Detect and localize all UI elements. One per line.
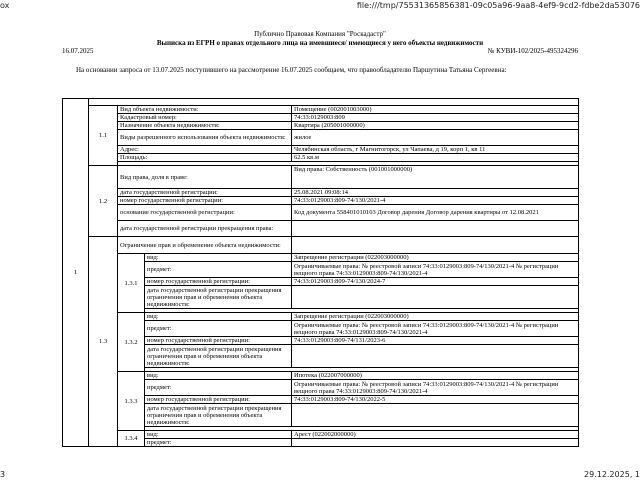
cell-label: дата государственной регистрации прекращения ограничения прав и обременения объекта недвижимости: (145, 286, 292, 309)
table-top-spacer (89, 99, 579, 106)
cell-label: предмет: (145, 380, 292, 396)
cell-value: 74:33:0129003:809 (292, 114, 579, 122)
basis-paragraph: На основании запроса от 13.07.2025 поступившего на рассмотрение 16.07.2025 сообщаем, что правообладателю Паршутина Татьяна Сергеевна: (76, 66, 507, 74)
table-row (63, 166, 579, 189)
row-number-1-3-1: 1.3.1 (118, 254, 145, 313)
cell-label: предмет: (145, 321, 292, 337)
document-title: Выписка из ЕГРН о правах отдельного лица на имевшиеся/ имеющиеся у него объекты недвижимости (156, 39, 484, 47)
cell-label: Кадастровый номер: (118, 114, 292, 122)
document-number: № КУВИ-102/2025-495324296 (487, 47, 578, 55)
cell-value: Вид права: Собственность (001001000000) (292, 166, 579, 189)
cell-value (292, 404, 579, 427)
browser-url: file:///tmp/75531365856381-09c05a96-9aa8-4ef9-9cd2-fdbe2da53076 (356, 1, 640, 10)
cell-label: номер государственной регистрации: (145, 337, 292, 345)
table-row (63, 114, 579, 122)
row-number-1: 1 (63, 99, 89, 447)
row-number-1-3-4: 1.3.4 (118, 431, 145, 447)
browser-footer (0, 468, 640, 480)
cell-label: предмет: (145, 439, 292, 447)
cell-label: Площадь: (118, 154, 292, 162)
cell-label: Назначение объекта недвижимости: (118, 122, 292, 130)
cell-value: Ипотека (022007000000) (292, 372, 579, 380)
table-row (63, 221, 579, 237)
cell-value: Ограничиваемые права: № реестровой записи 74:33:0129003:809-74/130/2021-4 № регистрации вещного права 74:33:0129003:809-74/130/2021-4 (292, 321, 579, 337)
organization-name: Публично Правовая Компания "Роскадастр" (254, 30, 386, 38)
cell-value: 62.5 кв.м (292, 154, 579, 162)
table-row (63, 106, 579, 114)
row-number-1-2: 1.2 (89, 166, 118, 237)
cell-label: Вид права, доля в праве: (118, 166, 292, 189)
cell-label: номер государственной регистрации: (118, 197, 292, 205)
cell-label: дата государственной регистрации прекращения права: (118, 221, 292, 237)
table-row (63, 372, 579, 380)
cell-value: 74:33:0129003:809-74/130/2021-4 (292, 197, 579, 205)
table-row (63, 197, 579, 205)
cell-value: Запрещение регистрации (022003000000) (292, 313, 579, 321)
cell-value: Ограничиваемые права: № реестровой записи 74:33:0129003:809-74/130/2021-4 № регистрации вещного права 74:33:0129003:809-74/130/2021-4 (292, 380, 579, 396)
cell-label: Вид объекта недвижимости: (118, 106, 292, 114)
rights-table (62, 98, 579, 447)
cell-value: 25.08.2021 09:08:14 (292, 189, 579, 197)
cell-label: номер государственной регистрации: (145, 278, 292, 286)
cell-label: дата государственной регистрации: (118, 189, 292, 197)
cell-value: Запрещение регистрации (022003000000) (292, 254, 579, 262)
table-row (63, 313, 579, 321)
table-row (63, 431, 579, 439)
cell-value (292, 221, 579, 237)
row-number-1-3: 1.3 (89, 237, 118, 447)
table-row (63, 122, 579, 130)
cell-label: основание государственной регистрации: (118, 205, 292, 221)
browser-header (0, 0, 640, 12)
table-row (63, 146, 579, 154)
cell-label: вид: (145, 431, 292, 439)
cell-label: предмет: (145, 262, 292, 278)
table-row (63, 130, 579, 146)
cell-value (292, 345, 579, 368)
row-number-1-1: 1.1 (89, 106, 118, 166)
restrictions-header: Ограничение прав и обременение объекта недвижимости: (118, 237, 292, 254)
cell-label: дата государственной регистрации прекращения ограничения прав и обременения объекта недвижимости: (145, 345, 292, 368)
table-row (63, 205, 579, 221)
cell-value (292, 439, 579, 447)
document-date: 16.07.2025 (62, 47, 94, 55)
table-row (63, 237, 579, 254)
table-row (63, 99, 579, 106)
cell-value: Челябинская область, г Магнитогорск, ул Чапаева, д 19, корп 1, кв 11 (292, 146, 579, 154)
cell-label: вид: (145, 372, 292, 380)
cell-value: Арест (022002000000) (292, 431, 579, 439)
cell-value: Квартира (205001000000) (292, 122, 579, 130)
cell-label: вид: (145, 313, 292, 321)
cell-value: Код документа 558401010103 Договор дарения Договор дарения квартиры от 12.08.2021 (292, 205, 579, 221)
cell-value (292, 237, 579, 254)
table-row (63, 254, 579, 262)
cell-label: Виды разрешенного использования объекта недвижимости: (118, 130, 292, 146)
browser-title-fragment: ox (0, 1, 10, 10)
table-row (63, 154, 579, 162)
row-number-1-3-3: 1.3.3 (118, 372, 145, 431)
page-number: 3 (0, 470, 6, 479)
cell-value: Помещение (002001003000) (292, 106, 579, 114)
cell-value: 74:33:0129003:809-74/131/2023-6 (292, 337, 579, 345)
table-row (63, 189, 579, 197)
cell-label: вид: (145, 254, 292, 262)
cell-value: жилое (292, 130, 579, 146)
print-datetime: 29.12.2025, 1 (584, 470, 640, 479)
cell-value (292, 286, 579, 309)
cell-value: 74:33:0129003:809-74/130/2024-7 (292, 278, 579, 286)
cell-value: 74:33:0129003:809-74/130/2022-5 (292, 396, 579, 404)
cell-label: дата государственной регистрации прекращения ограничения прав и обременения объекта недвижимости: (145, 404, 292, 427)
cell-label: номер государственной регистрации: (145, 396, 292, 404)
row-number-1-3-2: 1.3.2 (118, 313, 145, 372)
cell-label: Адрес: (118, 146, 292, 154)
cell-value: Ограничиваемые права: № реестровой записи 74:33:0129003:809-74/130/2021-4 № регистрации вещного права 74:33:0129003:809-74/130/2021-4 (292, 262, 579, 278)
